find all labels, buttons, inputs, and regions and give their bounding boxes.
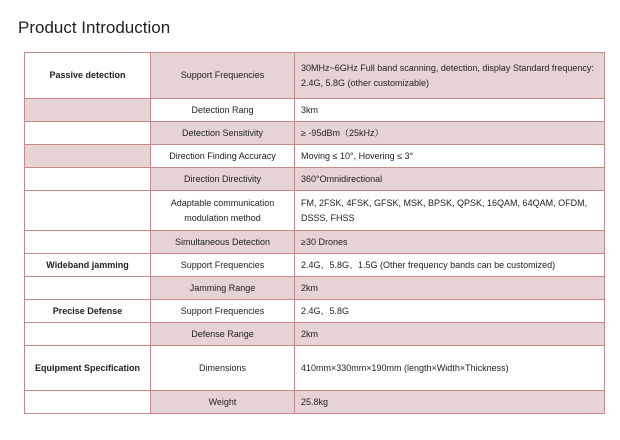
item-value: 2.4G、5.8G — [295, 300, 605, 323]
item-value: 30MHz~6GHz Full band scanning, detection, display Standard frequency: 2.4G, 5.8G (other customizable) — [295, 53, 605, 99]
item-label: Defense Range — [151, 323, 295, 346]
section-label — [25, 99, 151, 122]
item-value: 2.4G、5.8G、1.5G (Other frequency bands can be customized) — [295, 254, 605, 277]
section-label — [25, 391, 151, 414]
table-row — [25, 231, 605, 254]
section-label — [25, 231, 151, 254]
item-value: ≥30 Drones — [295, 231, 605, 254]
section-label: Equipment Specification — [25, 346, 151, 391]
section-label — [25, 122, 151, 145]
item-value: ≥ -95dBm（25kHz） — [295, 122, 605, 145]
item-label: Support Frequencies — [151, 300, 295, 323]
section-label: Precise Defense — [25, 300, 151, 323]
section-label — [25, 277, 151, 300]
section-label — [25, 323, 151, 346]
item-value: 2km — [295, 277, 605, 300]
item-value: Moving ≤ 10°, Hovering ≤ 3° — [295, 145, 605, 168]
table-row — [25, 300, 605, 323]
table-row — [25, 168, 605, 191]
item-label: Support Frequencies — [151, 53, 295, 99]
table-row — [25, 323, 605, 346]
item-label: Detection Rang — [151, 99, 295, 122]
table-row — [25, 254, 605, 277]
item-label: Detection Sensitivity — [151, 122, 295, 145]
section-label: Wideband jamming — [25, 254, 151, 277]
page-title: Product Introduction — [18, 18, 171, 37]
item-label: Dimensions — [151, 346, 295, 391]
item-label: Jamming Range — [151, 277, 295, 300]
item-label: Weight — [151, 391, 295, 414]
section-label — [25, 145, 151, 168]
item-label: Adaptable communication modulation method — [151, 191, 295, 231]
table-row — [25, 99, 605, 122]
item-value: 3km — [295, 99, 605, 122]
item-value: 410mm×330mm×190mm (length×Width×Thickness) — [295, 346, 605, 391]
item-label: Support Frequencies — [151, 254, 295, 277]
section-label — [25, 191, 151, 231]
table-row — [25, 145, 605, 168]
item-value: 360°Omnidirectional — [295, 168, 605, 191]
table-row — [25, 277, 605, 300]
item-value: FM, 2FSK, 4FSK, GFSK, MSK, BPSK, QPSK, 16QAM, 64QAM, OFDM, DSSS, FHSS — [295, 191, 605, 231]
item-value: 25.8kg — [295, 391, 605, 414]
table-row — [25, 191, 605, 231]
table-row — [25, 122, 605, 145]
item-label: Direction Directivity — [151, 168, 295, 191]
item-value: 2km — [295, 323, 605, 346]
section-label — [25, 168, 151, 191]
item-label: Simultaneous Detection — [151, 231, 295, 254]
section-label: Passive detection — [25, 53, 151, 99]
item-label: Direction Finding Accuracy — [151, 145, 295, 168]
table-row — [25, 53, 605, 99]
table-row — [25, 391, 605, 414]
spec-table — [24, 52, 605, 414]
table-row — [25, 346, 605, 391]
